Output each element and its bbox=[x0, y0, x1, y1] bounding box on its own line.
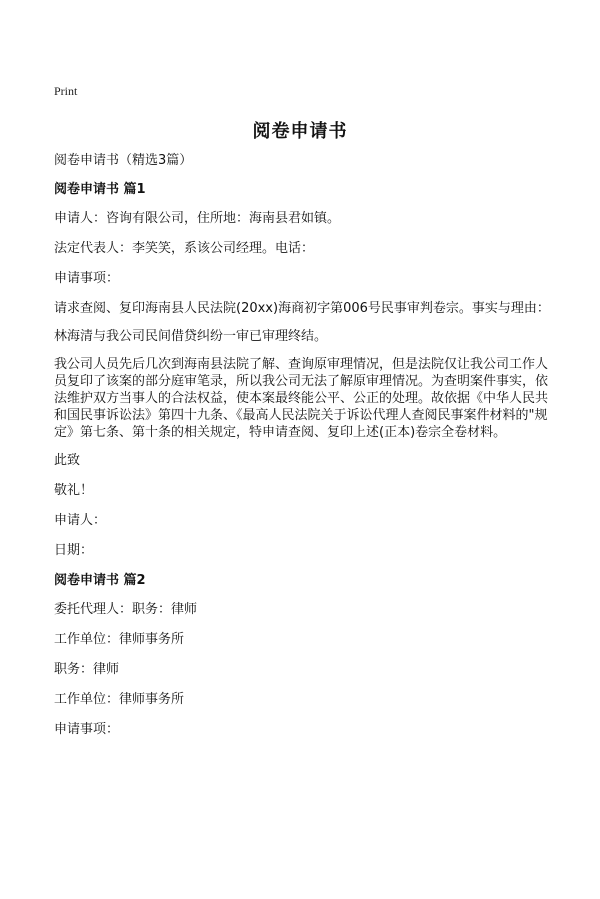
print-link[interactable]: Print bbox=[54, 84, 78, 98]
paragraph: 委托代理人：职务：律师 bbox=[54, 602, 198, 617]
paragraph: 申请人：咨询有限公司，住所地：海南县君如镇。 bbox=[54, 211, 341, 226]
paragraph: 我公司人员先后几次到海南县法院了解、查询原审理情况，但是法院仅让我公司工作人员复印了该案的部分庭审笔录，所以我公司无法了解原审理情况。为查明案件事实，依法维护双方当事人的合法权益，使本案最终能公平、公正的处理。故依据《中华人民共和国民事诉讼法》第四十九条、《最高人民法院关于诉讼代理人查阅民事案件材料的"规定》第七条、第十条的相关规定，特申请查阅、复印上述(正本)卷宗全卷材料。 bbox=[54, 357, 549, 440]
paragraph: 敬礼！ bbox=[54, 483, 94, 498]
paragraph: 工作单位：律师事务所 bbox=[54, 692, 185, 707]
section-heading-2: 阅卷申请书 篇2 bbox=[54, 573, 146, 588]
paragraph: 申请事项： bbox=[54, 271, 120, 286]
paragraph: 此致 bbox=[54, 453, 81, 468]
paragraph: 法定代表人：李笑笑，系该公司经理。电话： bbox=[54, 241, 315, 256]
paragraph: 申请事项： bbox=[54, 722, 120, 737]
paragraph: 工作单位：律师事务所 bbox=[54, 632, 185, 647]
paragraph: 申请人： bbox=[54, 513, 107, 528]
document-body bbox=[54, 152, 556, 751]
paragraph: 日期： bbox=[54, 543, 94, 558]
paragraph: 请求查阅、复印海南县人民法院(20xx)海商初字第006号民事审判卷宗。事实与理由： bbox=[54, 301, 550, 316]
page-title: 阅卷申请书 bbox=[252, 121, 348, 142]
paragraph: 职务：律师 bbox=[54, 662, 120, 677]
subtitle: 阅卷申请书（精选3篇） bbox=[54, 153, 193, 168]
paragraph: 林海清与我公司民间借贷纠纷一审已审理终结。 bbox=[54, 329, 328, 344]
section-heading-1: 阅卷申请书 篇1 bbox=[54, 182, 146, 197]
